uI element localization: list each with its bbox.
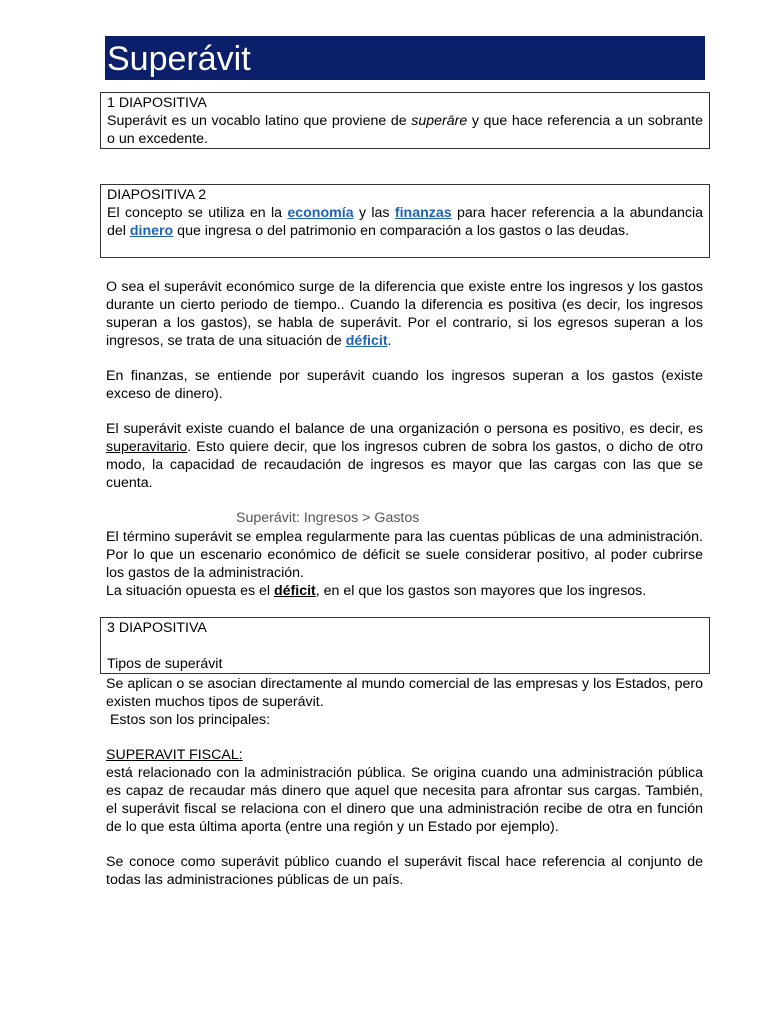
paragraph-5-text: , en el que los gastos son mayores que los ingresos. [315,583,647,599]
fiscal-heading [106,746,703,764]
slide-1-text [107,112,703,148]
slide-2-text-part: para hacer referencia a la abundancia del [107,205,703,239]
slide-3-heading: 3 DIAPOSITIVA [107,620,207,636]
link-finanzas[interactable]: finanzas [394,205,452,221]
paragraph-3-text: . Esto quiere decir, que los ingresos cubren de sobra los gastos, o dicho de otro modo, la capacidad de recaudación de ingresos es mayor que las cargas con las que se cuenta. [106,439,703,491]
slide-1-text-part: y que hace referencia a un sobrante o un excedente. [107,113,703,147]
slide-2-text [107,204,703,240]
spacer [107,637,703,655]
paragraph-4: El término superávit se emplea regularmente para las cuentas públicas de una administración. Por lo que un escenario económico de déficit se suele considerar positivo, al poder cubrirse los gastos de la administración. [106,529,703,581]
paragraph-2: En finanzas, se entiende por superávit cuando los ingresos superan a los gastos (existe exceso de dinero). [106,368,703,402]
paragraph-1-text: . [387,333,392,349]
slide-2-text-part: que ingresa o del patrimonio en comparación a los gastos o las deudas. [173,223,630,239]
link-deficit[interactable]: déficit [345,333,388,349]
fiscal-heading-text: SUPERAVIT FISCAL: [106,747,243,763]
paragraph-6: Se aplican o se asocian directamente al mundo comercial de las empresas y los Estados, pero existen muchos tipos de superávit. [106,676,703,710]
link-economia[interactable]: economía [287,205,354,221]
slide-2-text-part: El concepto se utiliza en la [107,205,288,221]
paragraph-3 [106,420,703,492]
paragraph-3-text: El superávit existe cuando el balance de una organización o persona es positivo, es decir, es [106,421,703,437]
slide-2-box [100,184,710,258]
slide-1-box [100,92,710,149]
slide-3-subtitle: Tipos de superávit [107,656,223,672]
paragraph-1 [106,278,703,350]
underlined-term: superavitario [106,439,188,455]
latin-word: superāre [411,113,468,129]
page-title: Superávit [105,36,705,80]
paragraph-8: está relacionado con la administración pública. Se origina cuando una administración pública es capaz de recaudar más dinero que aquel que necesita para afrontar sus cargas. También, el superávit fiscal se relaciona con el dinero que una administración recibe de otra en función de lo que esta última aporta (entre una región y un Estado por ejemplo). [106,765,703,835]
slide-3-box [100,617,710,674]
paragraph-5-text: La situación opuesta es el [106,583,274,599]
paragraph-7: Estos son los principales: [106,712,271,728]
slide-2-text-part: y las [353,205,395,221]
slide-2-heading: DIAPOSITIVA 2 [107,187,207,203]
deficit-term: déficit [274,583,316,599]
formula-caption: Superávit: Ingresos > Gastos [236,510,420,526]
paragraph-9: Se conoce como superávit público cuando el superávit fiscal hace referencia al conjunto de todas las administraciones públicas de un país. [106,854,703,888]
slide-1-heading: 1 DIAPOSITIVA [107,95,207,111]
slide-1-text-part: Superávit es un vocablo latino que proviene de [107,113,412,129]
paragraph-1-text: O sea el superávit económico surge de la diferencia que existe entre los ingresos y los gastos durante un cierto periodo de tiempo.. Cuando la diferencia es positiva (es decir, los ingresos superan a los gastos), se habla de superávit. Por el contrario, si los egresos superan a los ingresos, se trata de una situación de [106,279,703,349]
link-dinero[interactable]: dinero [129,223,174,239]
paragraph-5 [106,582,703,600]
